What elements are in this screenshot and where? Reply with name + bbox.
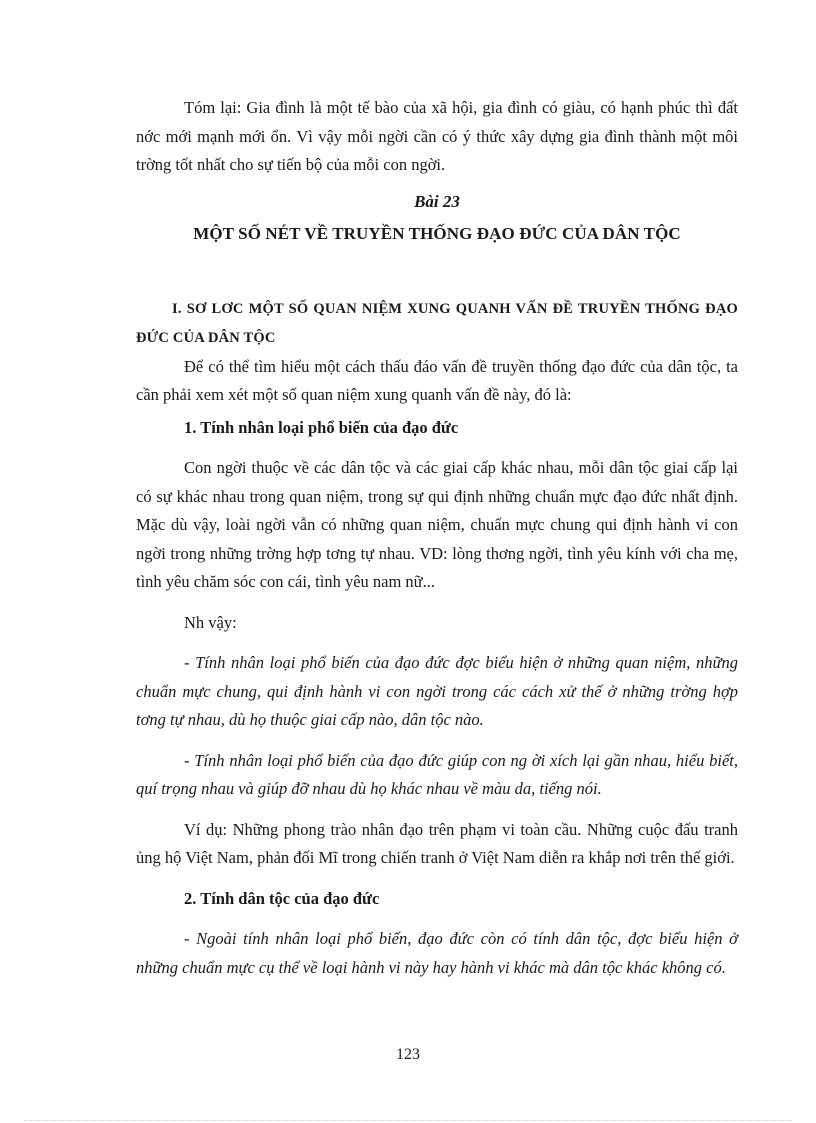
- summary-paragraph: Tóm lại: Gia đình là một tế bào của xã hội, gia đình có giàu, có hạnh phúc thì đất nớc mới mạnh mới ổn. Vì vậy mỗi ngời cần có ý thức xây dựng gia đình thành một môi trờng tốt nhất cho sự tiến bộ của mỗi con ngời.: [136, 98, 738, 174]
- page-number: 123: [396, 1046, 420, 1063]
- example-paragraph: Ví dụ: Những phong trào nhân đạo trên phạm vi toàn cầu. Những cuộc đấu tranh ủng hộ Việt Nam, phản đối Mĩ trong chiến tranh ở Việt Nam diễn ra khắp nơi trên thế giới.: [136, 819, 738, 867]
- heading-2: 2. Tính dân tộc của đạo đức: [184, 888, 380, 908]
- nhu-vay-paragraph: Nh vậy:: [184, 612, 237, 632]
- heading-1: 1. Tính nhân loại phổ biến của đạo đức: [184, 417, 459, 437]
- page-bottom-border: [24, 1120, 792, 1122]
- document-page: [136, 94, 738, 982]
- intro-paragraph: Để có thể tìm hiểu một cách thấu đáo vấn đề truyền thống đạo đức của dân tộc, ta cần phải xem xét một số quan niệm xung quanh vấn đề này, đó là:: [136, 356, 738, 404]
- italic-paragraph-1: - Tính nhân loại phổ biến của đạo đức đợc biểu hiện ở những quan niệm, những chuẩn mực chung, qui định hành vi con ngời trong các cách xử thế ở những trờng hợp tơng tự nhau, dù họ thuộc giai cấp nào, dân tộc nào.: [136, 653, 738, 729]
- italic-paragraph-3: - Ngoài tính nhân loại phổ biến, đạo đức còn có tính dân tộc, đợc biểu hiện ở những chuẩn mực cụ thể về loại hành vi này hay hành vi khác mà dân tộc khác không có.: [136, 929, 738, 977]
- body-paragraph-1: Con ngời thuộc về các dân tộc và các giai cấp khác nhau, mỗi dân tộc giai cấp lại có sự khác nhau trong quan niệm, trong sự qui định những chuẩn mực đạo đức nhất định. Mặc dù vậy, loài ngời vẫn có những quan niệm, chuẩn mực chung qui định hành vi con ngời trong những trờng hợp tơng tự nhau. VD: lòng thơng ngời, tình yêu kính với cha mẹ, tình yêu chăm sóc con cái, tình yêu nam nữ...: [136, 458, 738, 591]
- lesson-title: Bài 23: [414, 191, 460, 211]
- chapter-title: MỘT SỐ NÉT VỀ TRUYỀN THỐNG ĐẠO ĐỨC CỦA DÂN TỘC: [193, 224, 681, 243]
- italic-paragraph-2: - Tính nhân loại phổ biến của đạo đức giúp con ng ời xích lại gần nhau, hiểu biết, quí trọng nhau và giúp đỡ nhau dù họ khác nhau về màu da, tiếng nói.: [136, 750, 738, 798]
- section-heading: I. SƠ LƠC MỘT SỐ QUAN NIỆM XUNG QUANH VẤN ĐỀ TRUYỀN THỐNG ĐẠO ĐỨC CỦA DÂN TỘC: [136, 300, 738, 346]
